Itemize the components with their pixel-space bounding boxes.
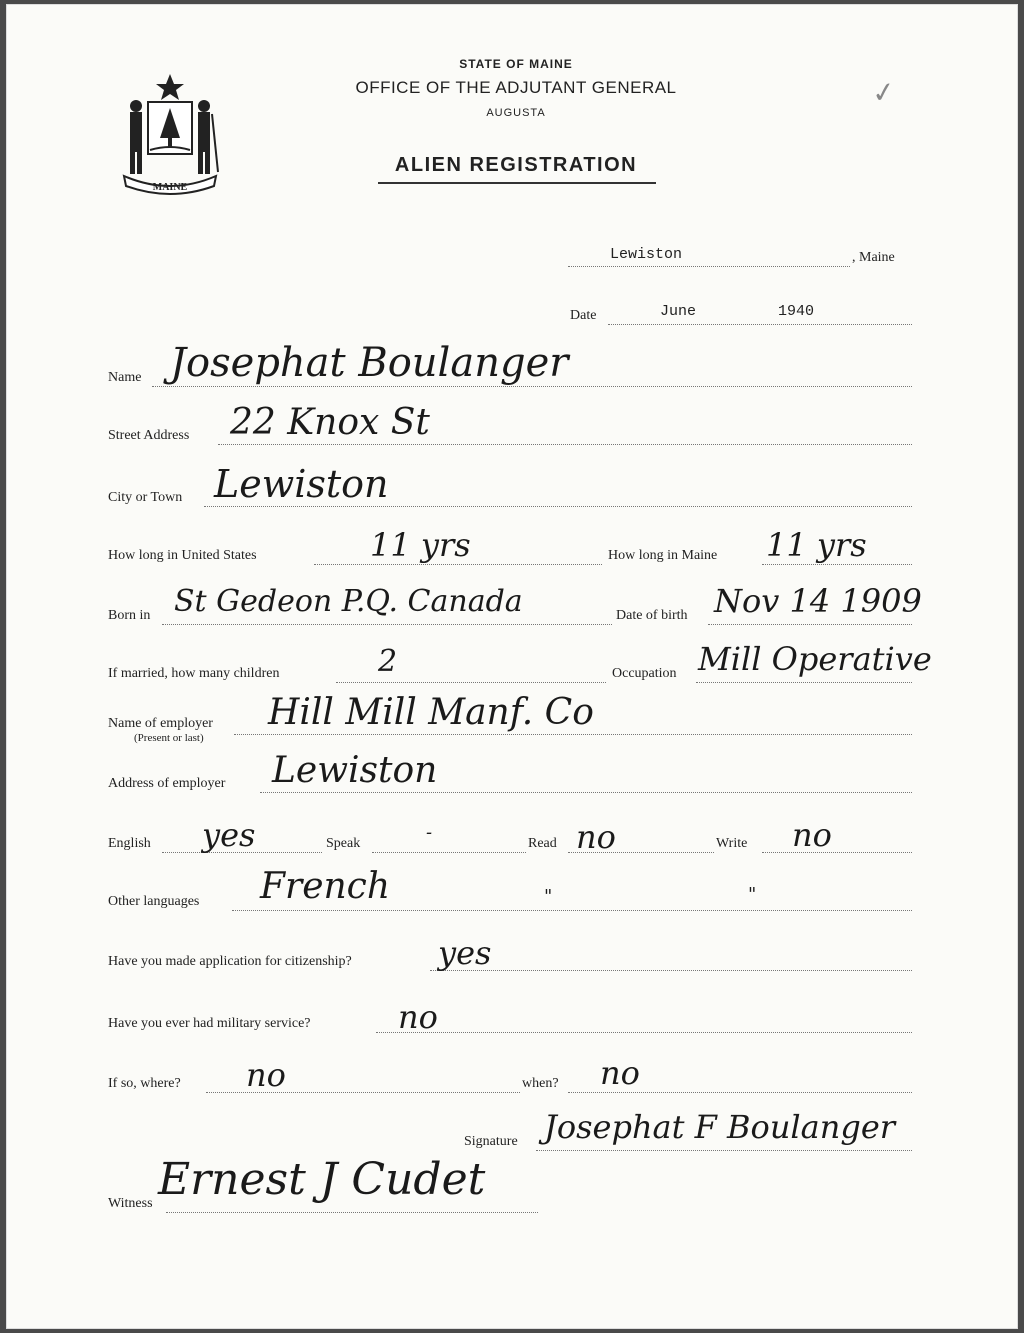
seal-banner-text: MAINE bbox=[152, 182, 188, 193]
when-line bbox=[568, 1092, 912, 1093]
office-heading: OFFICE OF THE ADJUTANT GENERAL bbox=[355, 78, 677, 97]
date-month: June bbox=[660, 303, 697, 320]
write-line bbox=[762, 852, 912, 853]
employer-address-line bbox=[260, 792, 912, 793]
city-label: City or Town bbox=[108, 490, 183, 505]
occupation-line bbox=[696, 682, 912, 683]
read-label: Read bbox=[528, 836, 557, 851]
how-long-maine-label: How long in Maine bbox=[608, 548, 718, 563]
form-title: ALIEN REGISTRATION bbox=[394, 154, 638, 176]
employer-address-label: Address of employer bbox=[108, 776, 226, 791]
born-in-value: St Gedeon P.Q. Canada bbox=[174, 584, 523, 619]
speak-line bbox=[372, 852, 526, 853]
other-languages-write-ditto: " bbox=[748, 884, 757, 905]
title-underline bbox=[378, 182, 656, 184]
place-city: Lewiston bbox=[610, 246, 683, 263]
signature-value: Josephat F Boulanger bbox=[544, 1108, 896, 1146]
date-of-birth-line bbox=[708, 624, 912, 625]
other-languages-read-ditto: " bbox=[544, 886, 553, 907]
employer-sub-label: (Present or last) bbox=[134, 732, 204, 744]
other-languages-value: French bbox=[260, 866, 391, 907]
how-long-us-line bbox=[314, 564, 602, 565]
employer-value: Hill Mill Manf. Co bbox=[268, 692, 594, 733]
name-label: Name bbox=[108, 370, 142, 385]
other-languages-line bbox=[232, 910, 912, 911]
witness-value: Ernest J Cudet bbox=[158, 1154, 486, 1205]
check-mark: ✓ bbox=[869, 74, 898, 111]
when-value: no bbox=[600, 1054, 640, 1092]
children-label: If married, how many children bbox=[108, 666, 280, 681]
occupation-label: Occupation bbox=[612, 666, 677, 681]
registration-form bbox=[6, 4, 1018, 1329]
write-value: no bbox=[792, 816, 832, 854]
speak-value: - bbox=[426, 822, 433, 843]
born-in-line bbox=[162, 624, 612, 625]
street-line bbox=[218, 444, 912, 445]
name-value: Josephat Boulanger bbox=[170, 340, 569, 386]
military-line bbox=[376, 1032, 912, 1033]
where-value: no bbox=[246, 1056, 286, 1094]
city-heading: AUGUSTA bbox=[486, 107, 546, 119]
date-year: 1940 bbox=[778, 303, 815, 320]
state-label: , Maine bbox=[852, 250, 895, 265]
employer-label: Name of employer bbox=[108, 716, 213, 731]
children-line bbox=[336, 682, 606, 683]
maine-state-seal-icon bbox=[120, 72, 220, 196]
place-line bbox=[568, 266, 850, 267]
other-languages-label: Other languages bbox=[108, 894, 200, 909]
citizenship-value: yes bbox=[438, 934, 492, 972]
how-long-maine-value: 11 yrs bbox=[766, 526, 867, 564]
street-value: 22 Knox St bbox=[230, 402, 430, 443]
children-value: 2 bbox=[378, 644, 398, 679]
witness-line bbox=[166, 1212, 538, 1213]
military-value: no bbox=[398, 998, 438, 1036]
employer-address-value: Lewiston bbox=[272, 750, 438, 791]
signature-label: Signature bbox=[464, 1134, 518, 1149]
if-so-where-label: If so, where? bbox=[108, 1076, 181, 1091]
write-label: Write bbox=[716, 836, 748, 851]
read-value: no bbox=[576, 818, 616, 856]
date-label: Date bbox=[570, 308, 597, 323]
how-long-maine-line bbox=[762, 564, 912, 565]
date-of-birth-value: Nov 14 1909 bbox=[714, 582, 922, 620]
born-in-label: Born in bbox=[108, 608, 151, 623]
english-label: English bbox=[108, 836, 151, 851]
employer-line bbox=[234, 734, 912, 735]
when-label: when? bbox=[522, 1076, 559, 1091]
english-value: yes bbox=[202, 816, 256, 854]
how-long-us-label: How long in United States bbox=[108, 548, 257, 563]
witness-label: Witness bbox=[108, 1196, 153, 1211]
name-line bbox=[152, 386, 912, 387]
date-of-birth-label: Date of birth bbox=[616, 608, 688, 623]
street-label: Street Address bbox=[108, 428, 190, 443]
state-heading: STATE OF MAINE bbox=[459, 57, 573, 71]
citizenship-label: Have you made application for citizenship? bbox=[108, 954, 352, 969]
city-value: Lewiston bbox=[214, 462, 389, 506]
signature-line bbox=[536, 1150, 912, 1151]
how-long-us-value: 11 yrs bbox=[370, 526, 471, 564]
military-label: Have you ever had military service? bbox=[108, 1016, 311, 1031]
speak-label: Speak bbox=[326, 836, 361, 851]
date-line bbox=[608, 324, 912, 325]
city-line bbox=[204, 506, 912, 507]
occupation-value: Mill Operative bbox=[698, 640, 932, 678]
citizenship-line bbox=[430, 970, 912, 971]
